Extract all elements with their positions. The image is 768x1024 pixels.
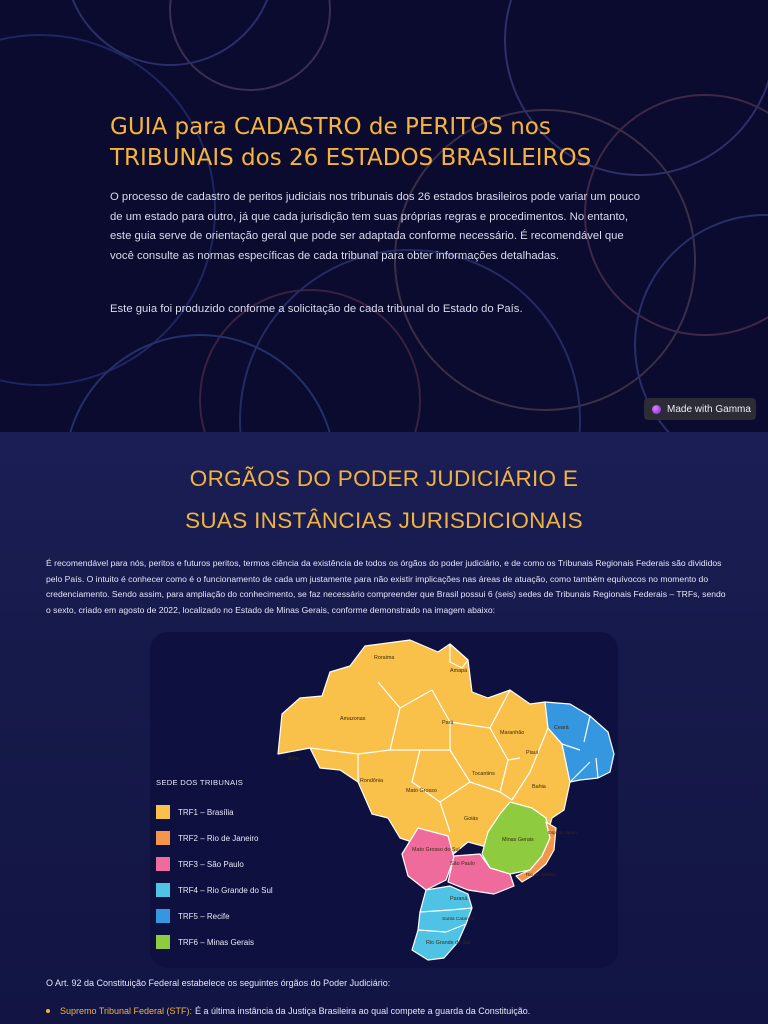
map-label-ms: Mato Grosso do Sul (412, 847, 460, 853)
map-label-bahia: Bahia (532, 784, 546, 790)
map-label-rs: Rio Grande do Sul (426, 940, 471, 946)
map-label-roraima: Roraima (374, 655, 395, 661)
section-title-line1: ORGÃOS DO PODER JUDICIÁRIO E (189, 466, 579, 491)
section-title-line2: SUAS INSTÂNCIAS JURISDICIONAIS (185, 508, 583, 533)
made-with-gamma-badge[interactable] (644, 398, 756, 420)
map-label-rj: Rio de Janeiro (526, 872, 556, 877)
map-label-ceara: Ceará (554, 725, 569, 731)
map-label-maranhao: Maranhão (500, 730, 525, 736)
map-label-para: Pará (442, 720, 454, 726)
hero-intro-paragraph: O processo de cadastro de peritos judiciais nos tribunais dos 26 estados brasileiros pode variar um pouco de um estado para outro, já que cada jurisdição tem suas próprias regras e procedimentos. No entanto, este guia serve de orientação geral que pode ser adaptada conforme necessário. É recomendável que você consulte as normas específicas de cada tribunal para obter informações detalhadas. (110, 191, 640, 262)
legend-item-trf2 (156, 825, 306, 851)
map-label-acre: Acre (288, 756, 300, 762)
list-item-stf (46, 1006, 530, 1016)
bullet-icon (46, 1009, 50, 1013)
map-legend (156, 778, 306, 955)
hero-title (110, 112, 650, 174)
legend-item-trf6 (156, 929, 306, 955)
legend-label-trf6: TRF6 – Minas Gerais (178, 937, 255, 947)
gamma-logo-icon (652, 405, 661, 414)
judiciary-section (0, 432, 768, 1024)
legend-label-trf3: TRF3 – São Paulo (178, 859, 244, 869)
legend-swatch-trf5 (156, 909, 170, 923)
legend-item-trf5 (156, 903, 306, 929)
map-label-sc: Santa Catarina (442, 917, 474, 922)
stf-label: Supremo Tribunal Federal (STF): (60, 1006, 193, 1016)
legend-label-trf5: TRF5 – Recife (178, 911, 230, 921)
legend-label-trf1: TRF1 – Brasília (178, 807, 234, 817)
map-label-rondonia: Rondônia (360, 778, 384, 784)
brazil-trf-map-card (150, 632, 618, 968)
legend-swatch-trf1 (156, 805, 170, 819)
stf-description: É a última instância da Justiça Brasileira ao qual compete a guarda da Constituição. (195, 1006, 531, 1016)
map-label-es: Espírito Santo (548, 830, 577, 835)
legend-label-trf4: TRF4 – Rio Grande do Sul (178, 885, 273, 895)
gamma-badge-label: Made with Gamma (667, 403, 751, 415)
map-label-amapa: Amapá (450, 668, 468, 674)
hero-note-paragraph: Este guia foi produzido conforme a solicitação de cada tribunal do Estado do País. (110, 303, 523, 315)
legend-swatch-trf2 (156, 831, 170, 845)
legend-swatch-trf4 (156, 883, 170, 897)
map-label-goias: Goiás (464, 816, 479, 822)
map-label-sp: São Paulo (450, 861, 475, 867)
legend-item-trf3 (156, 851, 306, 877)
legend-item-trf4 (156, 877, 306, 903)
legend-swatch-trf3 (156, 857, 170, 871)
hero-title-line1: GUIA para CADASTRO de PERITOS nos (110, 114, 551, 140)
art92-paragraph: O Art. 92 da Constituição Federal estabelece os seguintes órgãos do Poder Judiciário: (46, 978, 391, 988)
map-label-parana: Paraná (450, 896, 468, 902)
legend-title: SEDE DOS TRIBUNAIS (156, 778, 244, 787)
legend-item-trf1 (156, 799, 306, 825)
map-label-mato-grosso: Mato Grosso (406, 788, 437, 794)
map-label-minas: Minas Gerais (502, 837, 534, 843)
map-label-tocantins: Tocantins (472, 771, 495, 777)
legend-swatch-trf6 (156, 935, 170, 949)
map-label-piaui: Piauí (526, 750, 539, 756)
hero-section (0, 0, 768, 432)
hero-title-line2: TRIBUNAIS dos 26 ESTADOS BRASILEIROS (110, 145, 592, 171)
section-intro-paragraph: É recomendável para nós, peritos e futuros peritos, termos ciência da existência de todos os órgãos do poder judiciário, e de como os Tribunais Regionais Federais são divididos pelo País. O intuito é conhecer como é o funcionamento de cada um justamente para não existir implicações nas áreas de atuação, como também equívocos no momento do credenciamento. Sendo assim, para ampliação do conhecimento, se faz necessário compreender que Brasil possui 6 (seis) sedes de Tribunais Regionais Federais – TRFs, sendo o sexto, criado em agosto de 2022, localizado no Estado de Minas Gerais, conforme demonstrado na imagem abaixo: (46, 558, 726, 615)
legend-label-trf2: TRF2 – Rio de Janeiro (178, 833, 259, 843)
map-label-amazonas: Amazonas (340, 716, 366, 722)
